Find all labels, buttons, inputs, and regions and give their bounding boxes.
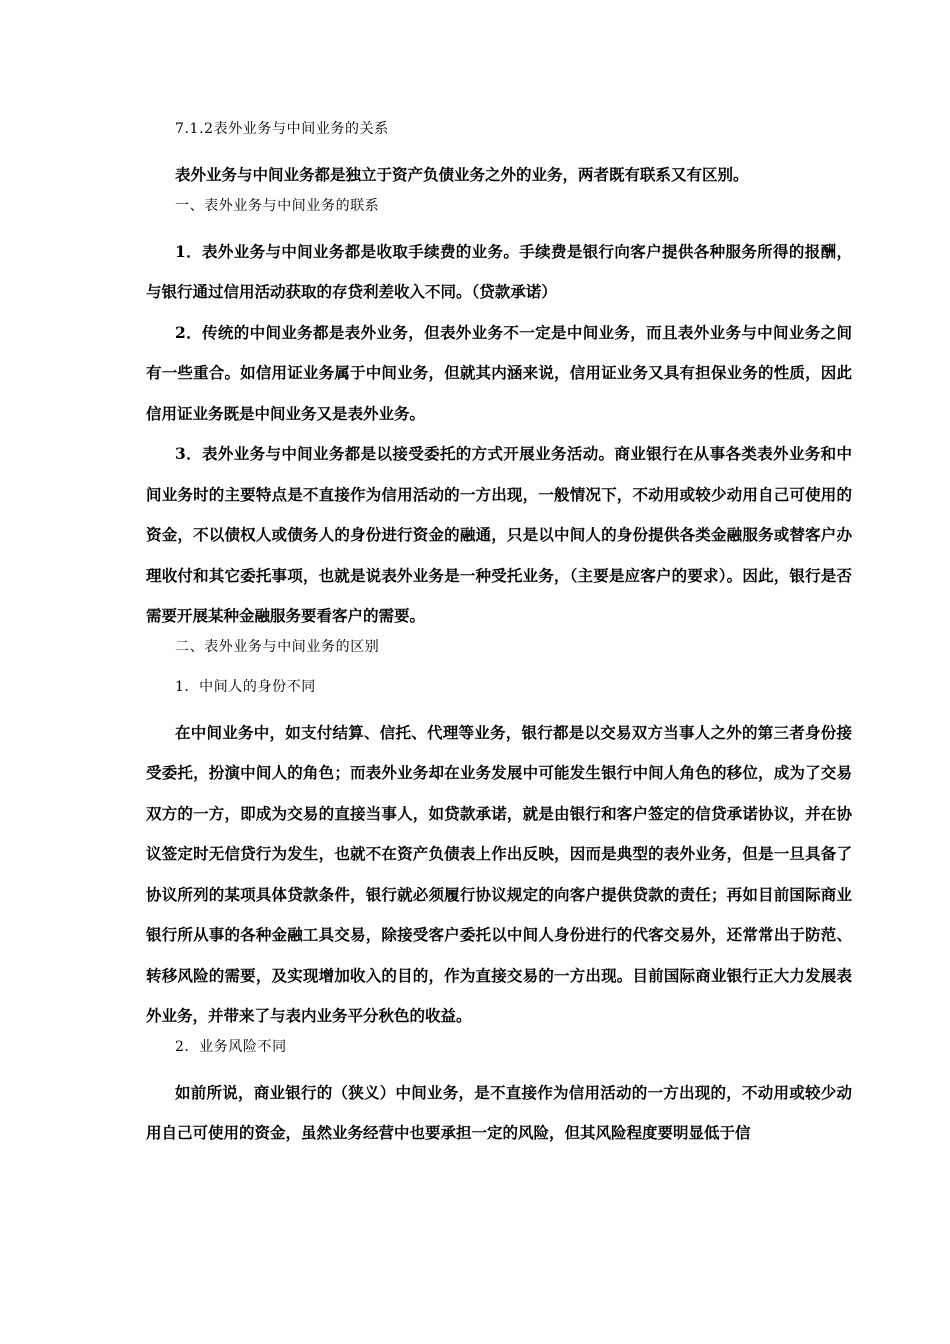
difference-paragraph-2: 如前所说，商业银行的（狭义）中间业务，是不直接作为信用活动的一方出现的，不动用或较少动用自己可使用的资金，虽然业务经营中也要承担一定的风险，但其风险程度要明显低于信: [146, 1082, 852, 1142]
intro-paragraph: 表外业务与中间业务都是独立于资产负债业务之外的业务，两者既有联系又有区别。: [175, 165, 749, 184]
difference-heading-2: 2．业务风险不同: [175, 1038, 287, 1055]
subheading-difference: 二、表外业务与中间业务的区别: [175, 638, 380, 655]
relation-point-1: 1．表外业务与中间业务都是收取手续费的业务。手续费是银行向客户提供各种服务所得的报酬，与银行通过信用活动获取的存贷利差收入不同。（贷款承诺）: [146, 241, 852, 301]
section-heading-7-1-2: 7.1.2表外业务与中间业务的关系: [175, 121, 389, 137]
relation-point-3: 3．表外业务与中间业务都是以接受委托的方式开展业务活动。商业银行在从事各类表外业务和中间业务时的主要特点是不直接作为信用活动的一方出现，一般情况下，不动用或较少动用自己可使用的资金，不以债权人或债务人的身份进行资金的融通，只是以中间人的身份提供各类金融服务或替客户办理收付和其它委托事项，也就是说表外业务是一种受托业务，（主要是应客户的要求）。因此，银行是否需要开展某种金融服务要看客户的需要。: [146, 444, 852, 625]
difference-paragraph-1: 在中间业务中，如支付结算、信托、代理等业务，银行都是以交易双方当事人之外的第三者身份接受委托，扮演中间人的角色；而表外业务却在业务发展中可能发生银行中间人角色的移位，成为了交易双方的一方，即成为交易的直接当事人，如贷款承诺，就是由银行和客户签定的信贷承诺协议，并在协议签定时无信贷行为发生，也就不在资产负债表上作出反映，因而是典型的表外业务，但是一旦具备了协议所列的某项具体贷款条件，银行就必须履行协议规定的向客户提供贷款的责任；再如目前国际商业银行所从事的各种金融工具交易，除接受客户委托以中间人身份进行的代客交易外，还常常出于防范、转移风险的需要，及实现增加收入的目的，作为直接交易的一方出现。目前国际商业银行正大力发展表外业务，并带来了与表内业务平分秋色的收益。: [146, 722, 852, 1025]
relation-point-2: 2．传统的中间业务都是表外业务，但表外业务不一定是中间业务，而且表外业务与中间业务之间有一些重合。如信用证业务属于中间业务，但就其内涵来说，信用证业务又具有担保业务的性质，因此信用证业务既是中间业务又是表外业务。: [146, 322, 852, 423]
difference-heading-1: 1．中间人的身份不同: [175, 678, 316, 695]
document-body: [146, 119, 852, 1154]
subheading-relation: 一、表外业务与中间业务的联系: [175, 197, 380, 214]
